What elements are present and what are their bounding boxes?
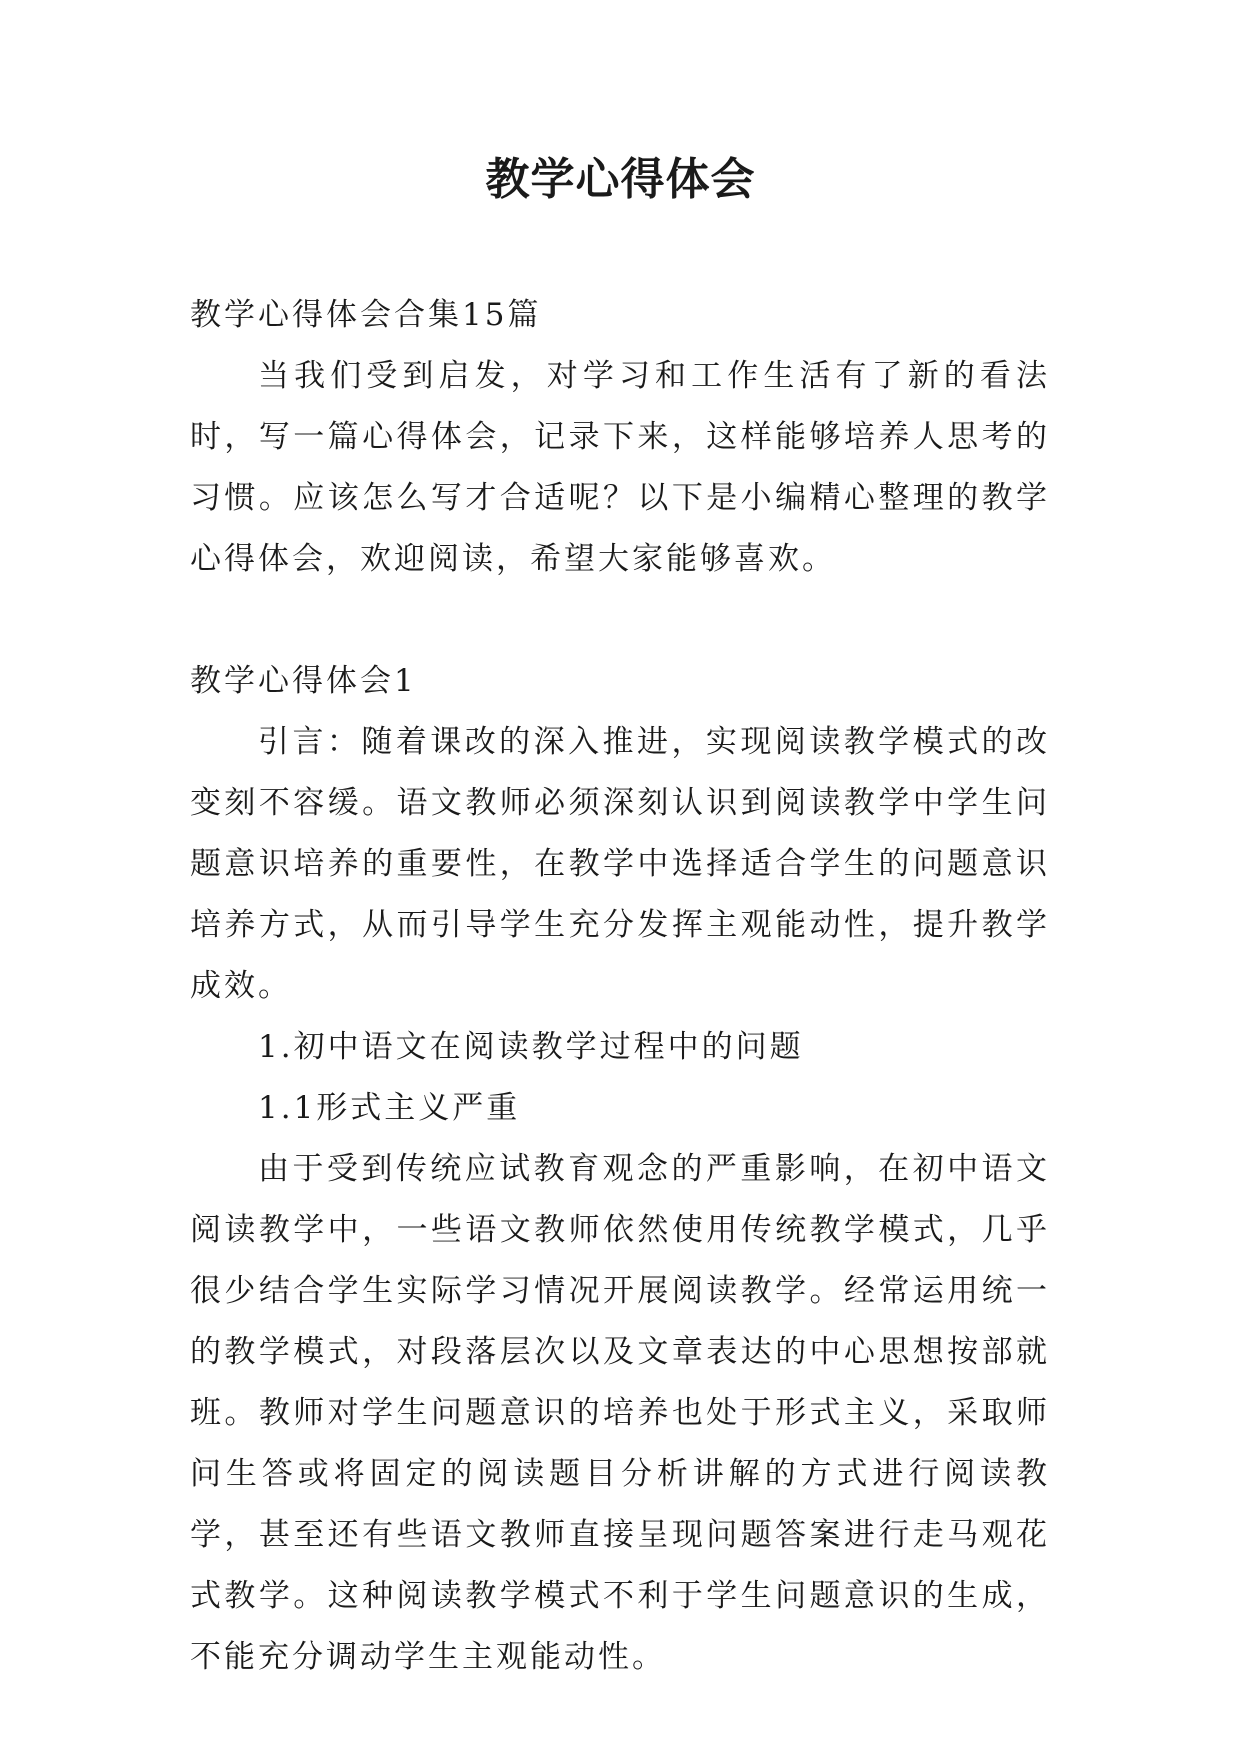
document-body xyxy=(190,285,1050,1688)
body-paragraph: 由于受到传统应试教育观念的严重影响，在初中语文阅读教学中，一些语文教师依然使用传统教学模式，几乎很少结合学生实际学习情况开展阅读教学。经常运用统一的教学模式，对段落层次以及文章表达的中心思想按部就班。教师对学生问题意识的培养也处于形式主义，采取师问生答或将固定的阅读题目分析讲解的方式进行阅读教学，甚至还有些语文教师直接呈现问题答案进行走马观花式教学。这种阅读教学模式不利于学生问题意识的生成，不能充分调动学生主观能动性。 xyxy=(190,1151,1050,1675)
section-intro-paragraph: 引言：随着课改的深入推进，实现阅读教学模式的改变刻不容缓。语文教师必须深刻认识到阅读教学中学生问题意识培养的重要性，在教学中选择适合学生的问题意识培养方式，从而引导学生充分发挥主观能动性，提升教学成效。 xyxy=(190,724,1050,1004)
document-title: 教学心得体会 xyxy=(485,154,756,205)
section-heading: 教学心得体会1 xyxy=(190,663,417,699)
sub-subheading: 1.1形式主义严重 xyxy=(258,1090,521,1126)
intro-paragraph: 当我们受到启发，对学习和工作生活有了新的看法时，写一篇心得体会，记录下来，这样能够培养人思考的习惯。应该怎么写才合适呢？以下是小编精心整理的教学心得体会，欢迎阅读，希望大家能够喜欢。 xyxy=(190,358,1050,577)
collection-heading: 教学心得体会合集15篇 xyxy=(190,297,542,333)
section-spacer xyxy=(190,590,1050,651)
subheading: 1.初中语文在阅读教学过程中的问题 xyxy=(258,1029,804,1065)
